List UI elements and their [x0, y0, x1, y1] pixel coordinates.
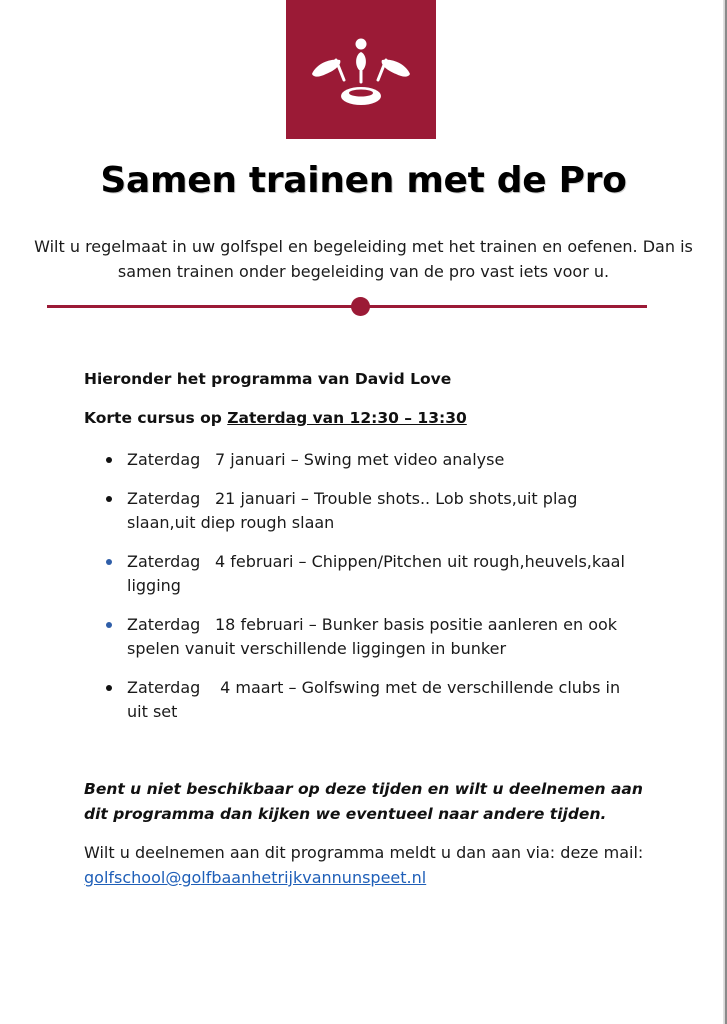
session-day: Zaterdag — [127, 450, 201, 469]
bullet-icon — [106, 496, 112, 502]
session-day: Zaterdag — [127, 678, 201, 697]
bullet-icon — [106, 457, 112, 463]
course-schedule — [84, 409, 467, 427]
list-item — [104, 613, 644, 661]
session-text: 7 januari – Swing met video analyse — [215, 450, 505, 469]
section-divider — [47, 305, 647, 308]
session-text: 21 januari – Trouble shots.. Lob shots,uit plag slaan,uit diep rough slaan — [127, 489, 578, 532]
email-link[interactable]: golfschool@golfbaanhetrijkvannunspeet.nl — [84, 868, 427, 887]
bullet-icon — [106, 622, 112, 628]
list-item — [104, 550, 644, 598]
golf-clubs-logo-icon — [286, 0, 436, 139]
session-text: 18 februari – Bunker basis positie aanleren en ook spelen vanuit verschillende liggingen in bunker — [127, 615, 618, 658]
list-item — [104, 676, 644, 724]
session-day: Zaterdag — [127, 615, 201, 634]
bullet-icon — [106, 685, 112, 691]
list-item — [104, 448, 644, 472]
signup-text — [84, 840, 664, 890]
session-text: 4 februari – Chippen/Pitchen uit rough,heuvels,kaal ligging — [127, 552, 625, 595]
course-prefix: Korte cursus op — [84, 409, 228, 427]
session-list — [104, 448, 644, 739]
list-item — [104, 487, 644, 535]
signup-instructions: Wilt u deelnemen aan dit programma meldt u dan aan via: deze mail: — [84, 843, 644, 862]
bullet-icon — [106, 559, 112, 565]
session-day: Zaterdag — [127, 552, 201, 571]
availability-note: Bent u niet beschikbaar op deze tijden en wilt u deelnemen aan dit programma dan kijken we eventueel naar andere tijden. — [84, 780, 643, 823]
session-day: Zaterdag — [127, 489, 201, 508]
course-time: Zaterdag van 12:30 – 13:30 — [227, 409, 467, 427]
intro-text: Wilt u regelmaat in uw golfspel en begeleiding met het trainen en oefenen. Dan is samen trainen onder begeleiding van de pro vast iets voor u. — [34, 237, 693, 281]
program-heading: Hieronder het programma van David Love — [84, 370, 452, 388]
club-logo — [286, 0, 436, 139]
divider-dot — [351, 297, 370, 316]
session-text: 4 maart – Golfswing met de verschillende clubs in uit set — [127, 678, 621, 721]
page-title: Samen trainen met de Pro — [100, 160, 627, 201]
